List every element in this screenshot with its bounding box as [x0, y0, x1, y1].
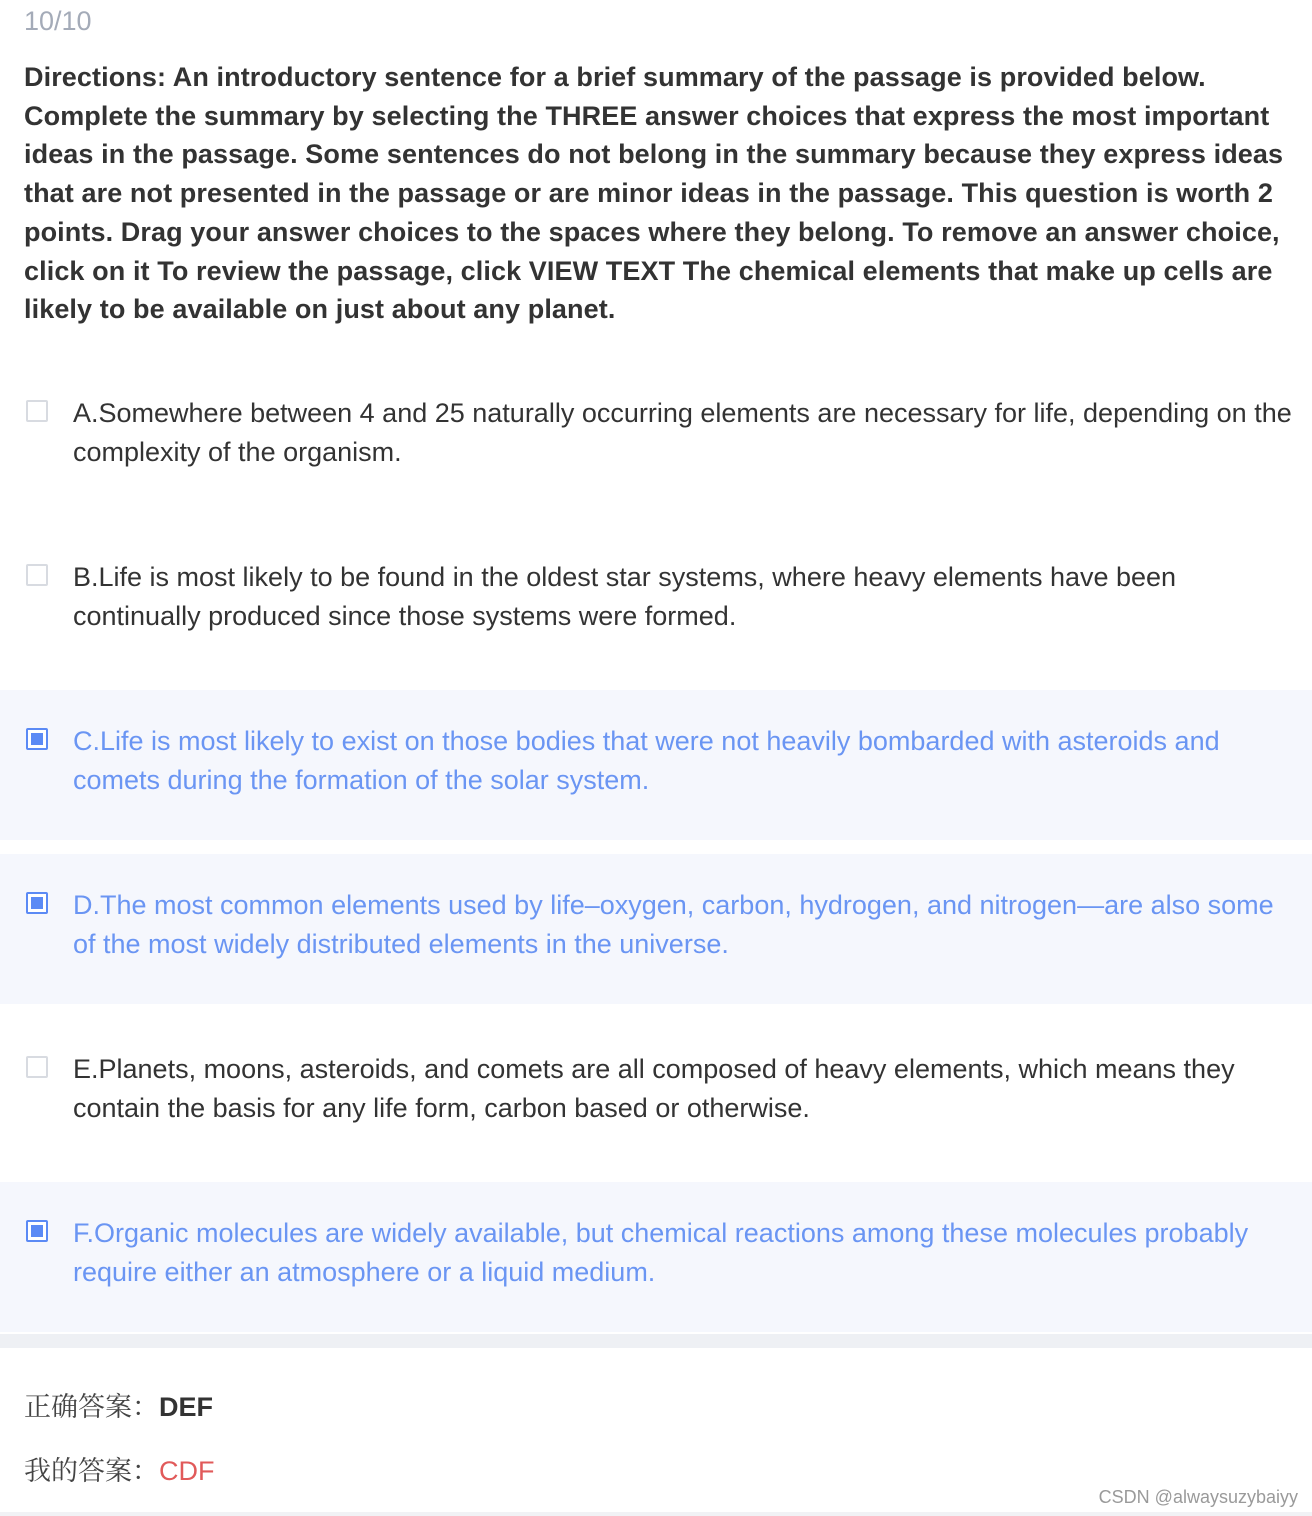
option-e[interactable]: [0, 1018, 1312, 1168]
correct-answer-value: DEF: [159, 1392, 213, 1422]
option-d[interactable]: [0, 854, 1312, 1004]
checkbox-c[interactable]: [26, 728, 48, 750]
checkbox-e[interactable]: [26, 1056, 48, 1078]
question-counter: 10/10: [24, 6, 92, 36]
my-answer-label: 我的答案：: [24, 1456, 159, 1486]
watermark: CSDN @alwaysuzybaiyy: [1098, 1487, 1298, 1507]
checkbox-b[interactable]: [26, 564, 48, 586]
my-answer-value: CDF: [159, 1456, 215, 1486]
bottom-divider: [0, 1512, 1312, 1516]
section-divider: [0, 1334, 1312, 1348]
option-f-text[interactable]: F.Organic molecules are widely available, but chemical reactions among these molecules probably require either an atmosphere or a liquid medium.: [73, 1218, 1249, 1287]
answer-options-list: [0, 362, 1312, 1346]
checkbox-d[interactable]: [26, 892, 48, 914]
option-a[interactable]: [0, 362, 1312, 512]
my-answer-row: [24, 1453, 215, 1489]
checkbox-f[interactable]: [26, 1220, 48, 1242]
option-d-text[interactable]: D.The most common elements used by life–oxygen, carbon, hydrogen, and nitrogen—are also some of the most widely distributed elements in the universe.: [73, 890, 1274, 959]
checkbox-a[interactable]: [26, 400, 48, 422]
option-b-text[interactable]: B.Life is most likely to be found in the oldest star systems, where heavy elements have been continually produced since those systems were formed.: [73, 562, 1177, 631]
option-a-text[interactable]: A.Somewhere between 4 and 25 naturally occurring elements are necessary for life, depending on the complexity of the organism.: [73, 398, 1292, 467]
correct-answer-label: 正确答案：: [24, 1392, 159, 1422]
option-e-text[interactable]: E.Planets, moons, asteroids, and comets are all composed of heavy elements, which means they contain the basis for any life form, carbon based or otherwise.: [73, 1054, 1235, 1123]
directions-text: Directions: An introductory sentence for a brief summary of the passage is provided below. Complete the summary by selecting the THREE answer choices that express the most important ideas in the passage. Some sentences do not belong in the summary because they express ideas that are not presented in the passage or are minor ideas in the passage. This question is worth 2 points. Drag your answer choices to the spaces where they belong. To remove an answer choice, click on it To review the passage, click VIEW TEXT The chemical elements that make up cells are likely to be available on just about any planet.: [24, 62, 1284, 325]
option-c-text[interactable]: C.Life is most likely to exist on those bodies that were not heavily bombarded with asteroids and comets during the formation of the solar system.: [73, 726, 1220, 795]
correct-answer-row: [24, 1389, 213, 1425]
option-c[interactable]: [0, 690, 1312, 840]
option-b[interactable]: [0, 526, 1312, 676]
option-f[interactable]: [0, 1182, 1312, 1332]
